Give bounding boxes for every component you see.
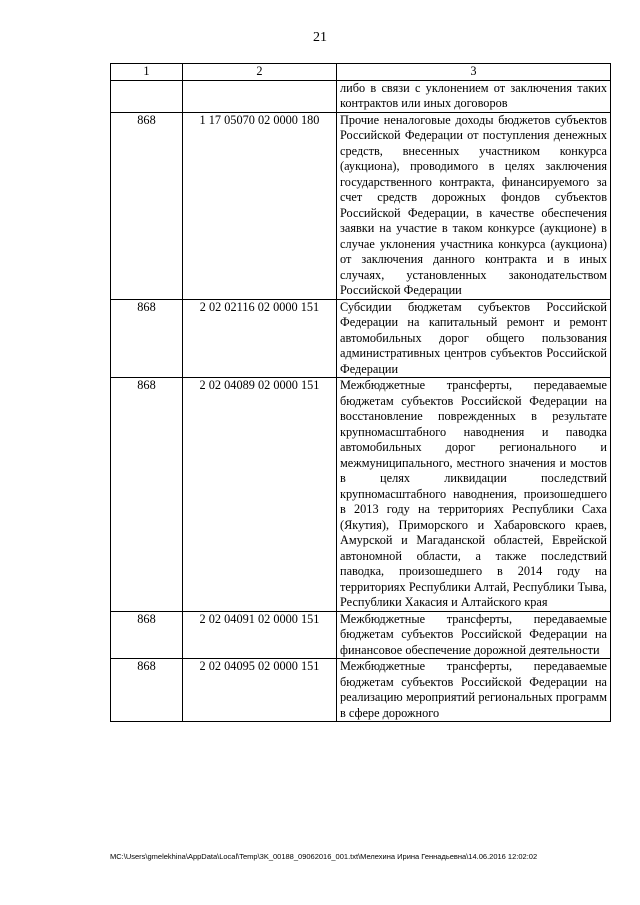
admin-code-cell: 868	[111, 299, 183, 378]
table-row	[111, 659, 611, 722]
description-cell: Субсидии бюджетам субъектов Российской Федерации на капитальный ремонт и ремонт автомобильных дорог общего пользования административных центров субъектов Российской Федерации	[337, 299, 611, 378]
admin-code-cell: 868	[111, 611, 183, 659]
description-cell: либо в связи с уклонением от заключения таких контрактов или иных договоров	[337, 80, 611, 112]
column-header: 3	[337, 64, 611, 81]
classification-code-cell	[183, 80, 337, 112]
classification-code-cell: 1 17 05070 02 0000 180	[183, 112, 337, 299]
admin-code-cell	[111, 80, 183, 112]
description-cell: Прочие неналоговые доходы бюджетов субъектов Российской Федерации от поступления денежных средств, внесенных участником конкурса (аукциона), проводимого в целях заключения государственного контракта, финансируемого за счет средств дорожных фондов субъектов Российской Федерации, в качестве обеспечения заявки на участие в таком конкурсе (аукционе) в случае уклонения участника конкурса (аукциона) от заключения данного контракта и в иных случаях, установленных законодательством Российской Федерации	[337, 112, 611, 299]
classification-code-cell: 2 02 04089 02 0000 151	[183, 378, 337, 612]
footer-file-path: МС:\Users\gmelekhina\AppData\Local\Temp\3K_00188_09062016_001.txt\Мелехина Ирина Геннадьевна\14.06.2016 12:02:02	[110, 852, 538, 861]
document-table	[110, 63, 611, 722]
table-header-row	[111, 64, 611, 81]
table-row	[111, 299, 611, 378]
description-cell: Межбюджетные трансферты, передаваемые бюджетам субъектов Российской Федерации на реализацию мероприятий региональных программ в сфере дорожного	[337, 659, 611, 722]
classification-code-cell: 2 02 04095 02 0000 151	[183, 659, 337, 722]
page-number: 21	[313, 30, 327, 45]
description-cell: Межбюджетные трансферты, передаваемые бюджетам субъектов Российской Федерации на восстановление поврежденных в результате крупномасштабного наводнения и паводка автомобильных дорог регионального и межмуниципального, местного значения и мостов в целях ликвидации последствий крупномасштабного наводнения, произошедшего в 2013 году на территориях Республики Саха (Якутия), Приморского и Хабаровского краев, Амурской и Магаданской областей, Еврейской автономной области, а также последствий паводка, произошедшего в 2014 году на территориях Республики Алтай, Республики Тыва, Республики Хакасия и Алтайского края	[337, 378, 611, 612]
description-cell: Межбюджетные трансферты, передаваемые бюджетам субъектов Российской Федерации на финансовое обеспечение дорожной деятельности	[337, 611, 611, 659]
admin-code-cell: 868	[111, 112, 183, 299]
classification-code-cell: 2 02 04091 02 0000 151	[183, 611, 337, 659]
column-header: 1	[111, 64, 183, 81]
classification-code-cell: 2 02 02116 02 0000 151	[183, 299, 337, 378]
admin-code-cell: 868	[111, 659, 183, 722]
column-header: 2	[183, 64, 337, 81]
table-row	[111, 112, 611, 299]
table-row	[111, 80, 611, 112]
admin-code-cell: 868	[111, 378, 183, 612]
table-row	[111, 378, 611, 612]
table-row	[111, 611, 611, 659]
